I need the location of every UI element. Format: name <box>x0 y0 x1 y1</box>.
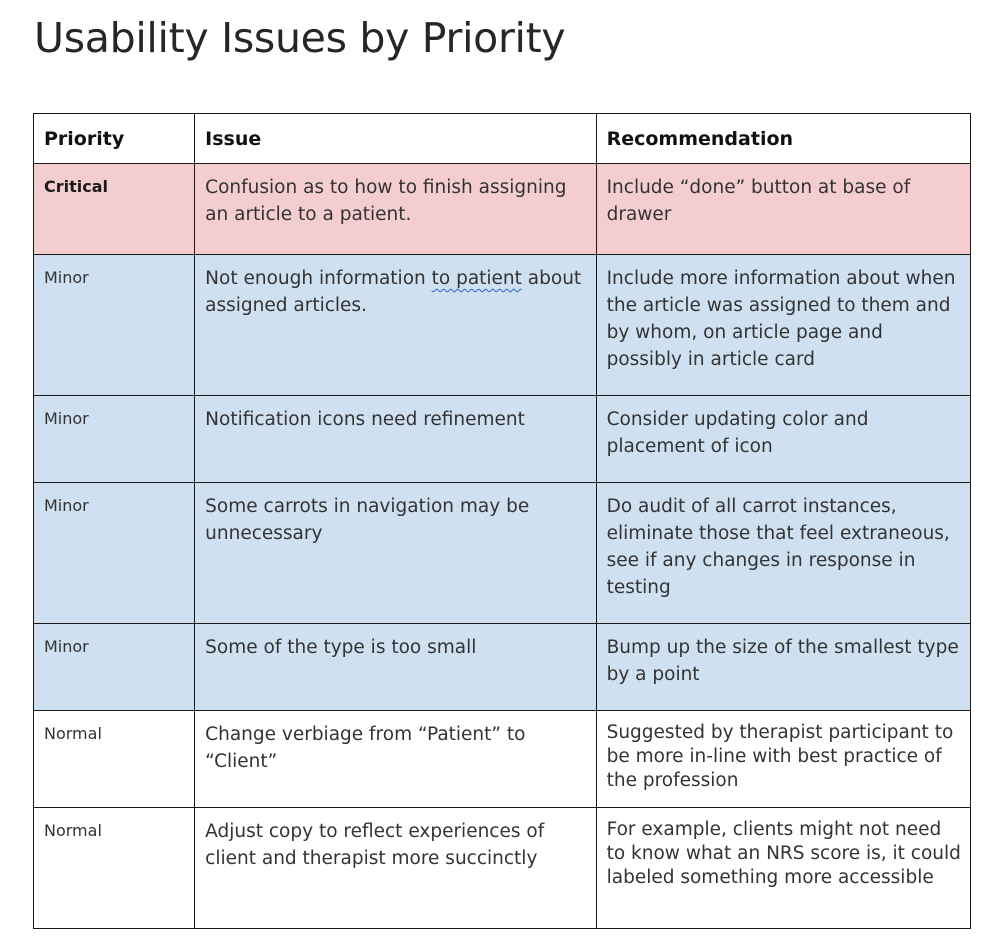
header-issue: Issue <box>195 114 596 164</box>
issue-text-part: Not enough information <box>205 268 432 289</box>
recommendation-cell[interactable]: Bump up the size of the smallest type by a point <box>596 624 970 711</box>
table-header-row <box>34 114 971 164</box>
table-row <box>34 483 971 624</box>
table-row <box>34 164 971 255</box>
priority-cell[interactable]: Minor <box>34 483 195 624</box>
issue-cell[interactable]: Confusion as to how to finish assigning an article to a patient. <box>195 164 596 255</box>
recommendation-cell[interactable]: Consider updating color and placement of icon <box>596 396 970 483</box>
issue-cell[interactable]: Some carrots in navigation may be unnecessary <box>195 483 596 624</box>
issue-cell[interactable]: Some of the type is too small <box>195 624 596 711</box>
recommendation-cell[interactable]: Do audit of all carrot instances, eliminate those that feel extraneous, see if any changes in response in testing <box>596 483 970 624</box>
priority-cell[interactable]: Minor <box>34 255 195 396</box>
issue-text-part: about assigned articles. <box>205 268 582 316</box>
table-row <box>34 396 971 483</box>
usability-issues-table <box>33 113 971 929</box>
issue-cell[interactable] <box>195 255 596 396</box>
header-priority: Priority <box>34 114 195 164</box>
issue-cell[interactable]: Notification icons need refinement <box>195 396 596 483</box>
priority-cell[interactable]: Critical <box>34 164 195 255</box>
issue-cell[interactable]: Adjust copy to reflect experiences of client and therapist more succinctly <box>195 808 596 929</box>
priority-cell[interactable]: Normal <box>34 808 195 929</box>
table-row <box>34 624 971 711</box>
table-row <box>34 808 971 929</box>
header-recommendation: Recommendation <box>596 114 970 164</box>
table-row <box>34 255 971 396</box>
issue-cell[interactable]: Change verbiage from “Patient” to “Client” <box>195 711 596 808</box>
recommendation-cell[interactable]: Include “done” button at base of drawer <box>596 164 970 255</box>
recommendation-cell[interactable]: Suggested by therapist participant to be more in-line with best practice of the profession <box>596 711 970 808</box>
recommendation-cell[interactable]: For example, clients might not need to know what an NRS score is, it could labeled something more accessible <box>596 808 970 929</box>
recommendation-cell[interactable]: Include more information about when the article was assigned to them and by whom, on article page and possibly in article card <box>596 255 970 396</box>
table-row <box>34 711 971 808</box>
document-title: Usability Issues by Priority <box>34 14 566 62</box>
priority-cell[interactable]: Minor <box>34 624 195 711</box>
spellcheck-flagged-text[interactable]: to patient <box>431 268 522 289</box>
priority-cell[interactable]: Normal <box>34 711 195 808</box>
priority-cell[interactable]: Minor <box>34 396 195 483</box>
